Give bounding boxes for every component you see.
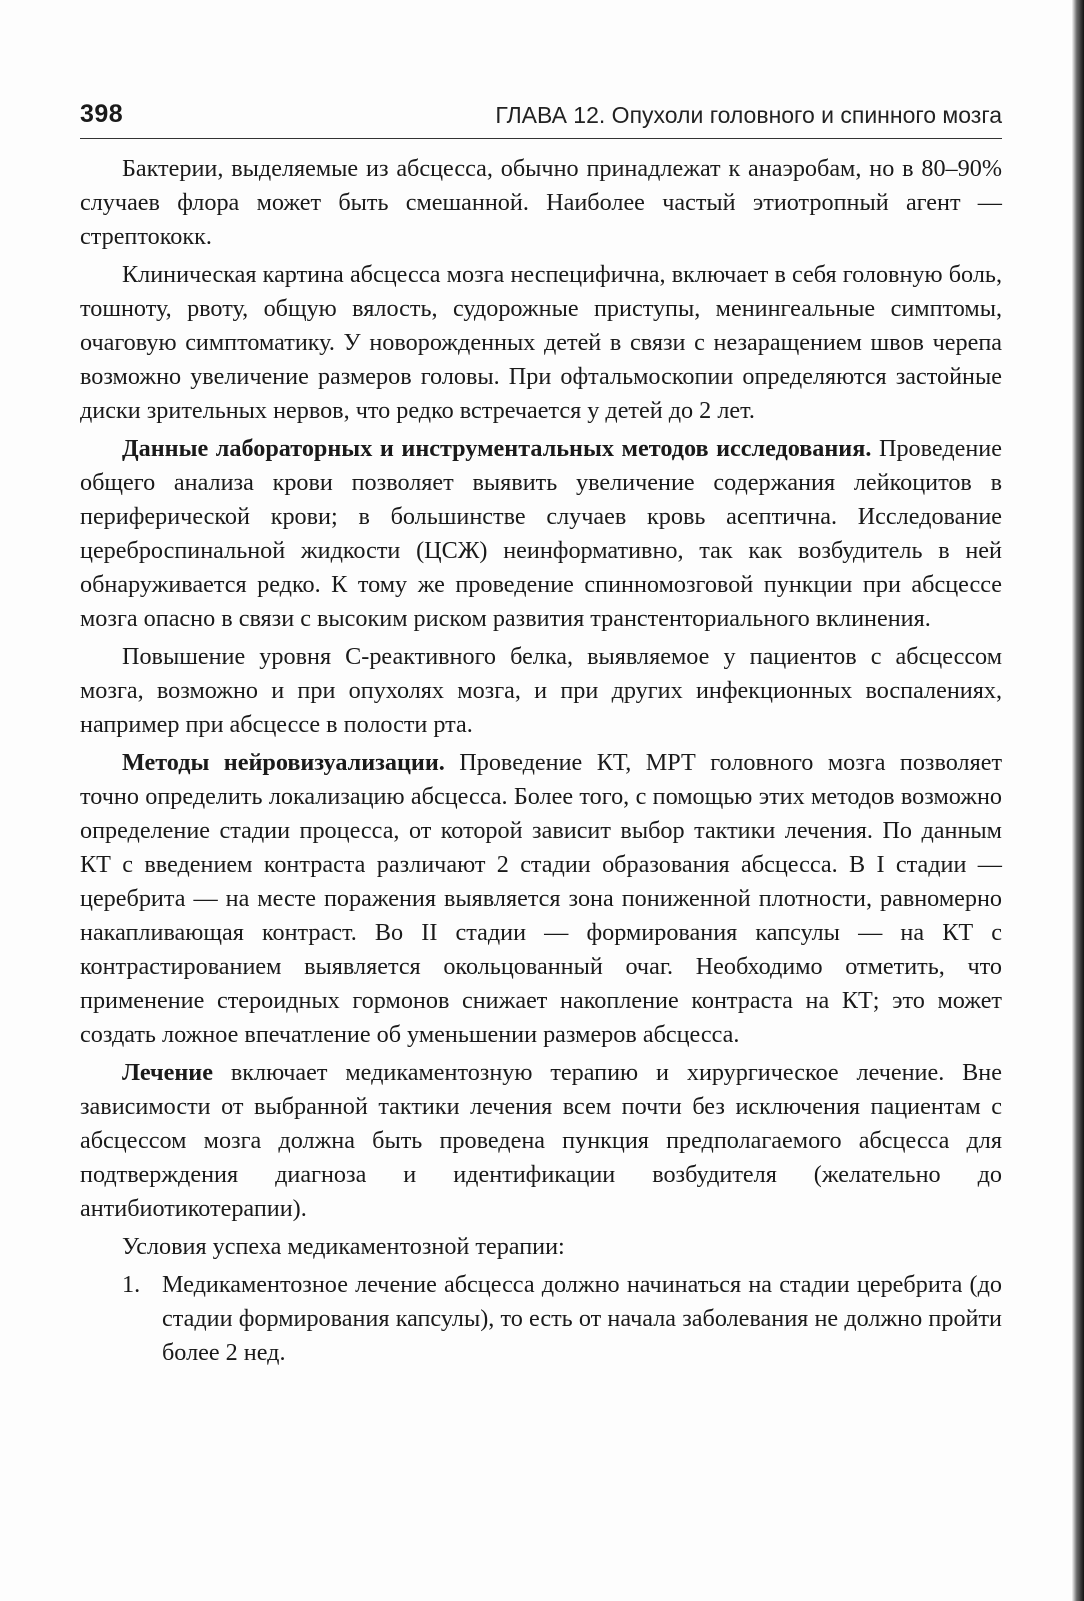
- paragraph-lab-methods: Данные лабораторных и инструментальных методов исследования. Проведение общего анализа крови позволяет выявить увеличение содержания лейкоцитов в периферической крови; в большинстве случаев кровь асептична. Исследование цереброспинальной жидкости (ЦСЖ) неинформативно, так как возбудитель в ней обнаруживается редко. К тому же проведение спинномозговой пункции при абсцессе мозга опасно в связи с высоким риском развития транстенториального вклинения.: [80, 435, 1002, 632]
- list-item-number: 1.: [122, 1271, 141, 1298]
- list-item-text: Медикаментозное лечение абсцесса должно начинаться на стадии церебрита (до стадии формирования капсулы), то есть от начала заболевания не должно пройти более 2 нед.: [162, 1271, 1002, 1366]
- running-header: [80, 98, 1002, 139]
- paragraph-bacteria: Бактерии, выделяемые из абсцесса, обычно принадлежат к анаэробам, но в 80–90% случаев флора может быть смешанной. Наиболее частый этиотропный агент — стрептококк.: [80, 155, 1002, 250]
- page-number: 398: [80, 100, 124, 128]
- paragraph-treatment: Лечение включает медикаментозную терапию и хирургическое лечение. Вне зависимости от выбранной тактики лечения всем почти без исключения пациентам с абсцессом мозга должна быть проведена пункция предполагаемого абсцесса для подтверждения диагноза и идентификации возбудителя (желательно до антибиотикотерапии).: [80, 1059, 1002, 1222]
- section-lead-lab-methods: Данные лабораторных и инструментальных методов исследования.: [122, 435, 872, 462]
- list-item: [80, 1268, 1002, 1370]
- scan-edge-shadow: [1072, 0, 1084, 1601]
- paragraph-neuroimaging: Методы нейровизуализации. Проведение КТ, МРТ головного мозга позволяет точно определить локализацию абсцесса. Более того, с помощью этих методов возможно определение стадии процесса, от которой зависит выбор тактики лечения. По данным КТ с введением контраста различают 2 стадии образования абсцесса. В I стадии — церебрита — на месте поражения выявляется зона пониженной плотности, равномерно накапливающая контраст. Во II стадии — формирования капсулы — на КТ с контрастированием выявляется окольцованный очаг. Необходимо отметить, что применение стероидных гормонов снижает накопление контраста на КТ; это может создать ложное впечатление об уменьшении размеров абсцесса.: [80, 749, 1003, 1048]
- paragraph-clinical-picture: Клиническая картина абсцесса мозга неспецифична, включает в себя головную боль, тошноту, рвоту, общую вялость, судорожные приступы, менингеальные симптомы, очаговую симптоматику. У новорожденных детей в связи с незаращением швов черепа возможно увеличение размеров головы. При офтальмоскопии определяются застойные диски зрительных нервов, что редко встречается у детей до 2 лет.: [80, 261, 1002, 424]
- paragraph-c-reactive-protein: Повышение уровня С-реактивного белка, выявляемое у пациентов с абсцессом мозга, возможно и при опухолях мозга, и при других инфекционных воспалениях, например при абсцессе в полости рта.: [80, 643, 1002, 738]
- body-text: [80, 152, 1002, 1370]
- chapter-title: ГЛАВА 12. Опухоли головного и спинного мозга: [495, 102, 1002, 128]
- paragraph-conditions-intro: Условия успеха медикаментозной терапии:: [122, 1233, 565, 1260]
- section-lead-treatment: Лечение: [122, 1059, 213, 1086]
- section-lead-neuroimaging: Методы нейровизуализации.: [122, 749, 445, 776]
